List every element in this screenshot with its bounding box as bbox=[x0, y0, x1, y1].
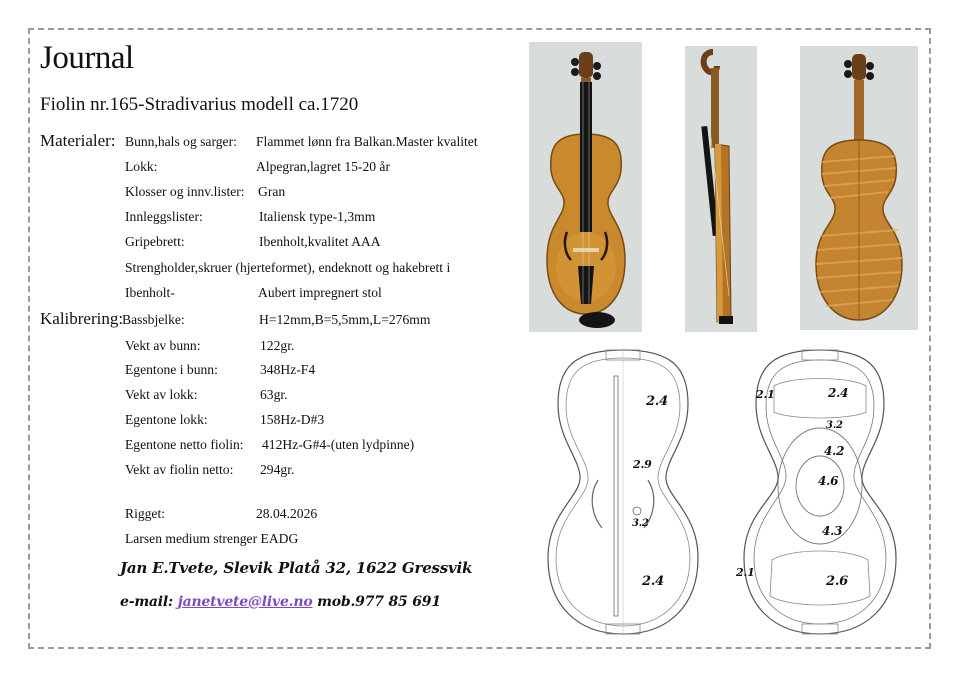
calibration-value: 158Hz-D#3 bbox=[260, 412, 325, 427]
calibration-value: H=12mm,B=5,5mm,L=276mm bbox=[259, 312, 431, 327]
material-value: Gran bbox=[258, 184, 286, 199]
mobile-number: mob.977 85 691 bbox=[317, 594, 441, 610]
calibration-label: Vekt av lokk: bbox=[125, 387, 198, 402]
material-value: Alpegran,lagret 15-20 år bbox=[256, 159, 390, 174]
material-label: Strengholder,skruer (hjerteformet), endeknott og hakebrett i bbox=[125, 260, 451, 275]
thickness-mark: 4.6 bbox=[818, 474, 839, 488]
rigging-label: Rigget: bbox=[125, 506, 166, 521]
thickness-mark: 2.4 bbox=[828, 386, 849, 400]
calibration-value: 63gr. bbox=[260, 387, 288, 402]
back-plate-graduation-drawing bbox=[730, 346, 910, 638]
violin-back-photo bbox=[800, 46, 918, 330]
strings-info: Larsen medium strenger EADG bbox=[125, 531, 299, 546]
violin-front-photo bbox=[529, 42, 642, 332]
material-label: Klosser og innv.lister: bbox=[125, 184, 245, 199]
email-link[interactable]: janetvete@live.no bbox=[177, 594, 313, 610]
thickness-mark: 2.6 bbox=[826, 574, 849, 589]
contact-line bbox=[120, 594, 441, 610]
top-plate-graduation-drawing bbox=[536, 346, 711, 638]
page-title: Journal bbox=[40, 40, 134, 76]
calibration-value: 412Hz-G#4-(uten lydpinne) bbox=[262, 437, 415, 452]
thickness-mark: 3.2 bbox=[632, 518, 649, 529]
material-value: Ibenholt,kvalitet AAA bbox=[259, 234, 381, 249]
violin-side-photo bbox=[685, 46, 757, 332]
calibration-label: Vekt av bunn: bbox=[125, 338, 201, 353]
thickness-mark: 4.2 bbox=[824, 444, 845, 458]
materials-heading: Materialer: bbox=[40, 131, 116, 150]
email-prefix: e-mail: bbox=[120, 594, 174, 610]
material-value: Flammet lønn fra Balkan.Master kvalitet bbox=[256, 134, 478, 149]
material-value: Italiensk type-1,3mm bbox=[259, 209, 376, 224]
calibration-value: 122gr. bbox=[260, 338, 295, 353]
material-label: Innleggslister: bbox=[125, 209, 203, 224]
violin-subtitle: Fiolin nr.165-Stradivarius modell ca.1720 bbox=[40, 94, 359, 115]
thickness-mark: 2.1 bbox=[736, 566, 755, 579]
thickness-mark: 2.9 bbox=[633, 458, 652, 471]
calibration-label: Egentone i bunn: bbox=[125, 362, 218, 377]
calibration-label: Egentone netto fiolin: bbox=[125, 437, 244, 452]
calibration-value: 294gr. bbox=[260, 462, 295, 477]
calibration-value: 348Hz-F4 bbox=[260, 362, 316, 377]
material-value: Aubert impregnert stol bbox=[258, 285, 382, 300]
calibration-heading: Kalibrering: bbox=[40, 309, 124, 328]
material-label: Gripebrett: bbox=[125, 234, 185, 249]
thickness-mark: 2.1 bbox=[756, 388, 775, 401]
thickness-mark: 2.4 bbox=[642, 574, 665, 589]
material-label: Ibenholt- bbox=[125, 285, 175, 300]
thickness-mark: 3.2 bbox=[826, 420, 843, 431]
calibration-label: Vekt av fiolin netto: bbox=[125, 462, 234, 477]
thickness-mark: 2.4 bbox=[646, 394, 669, 409]
material-label: Lokk: bbox=[125, 159, 158, 174]
calibration-label: Egentone lokk: bbox=[125, 412, 208, 427]
calibration-label: Bassbjelke: bbox=[122, 312, 185, 327]
material-label: Bunn,hals og sarger: bbox=[125, 134, 237, 149]
thickness-mark: 4.3 bbox=[822, 524, 843, 538]
rigging-date: 28.04.2026 bbox=[256, 506, 318, 521]
maker-address: Jan E.Tvete, Slevik Platå 32, 1622 Gressvik bbox=[120, 559, 473, 577]
